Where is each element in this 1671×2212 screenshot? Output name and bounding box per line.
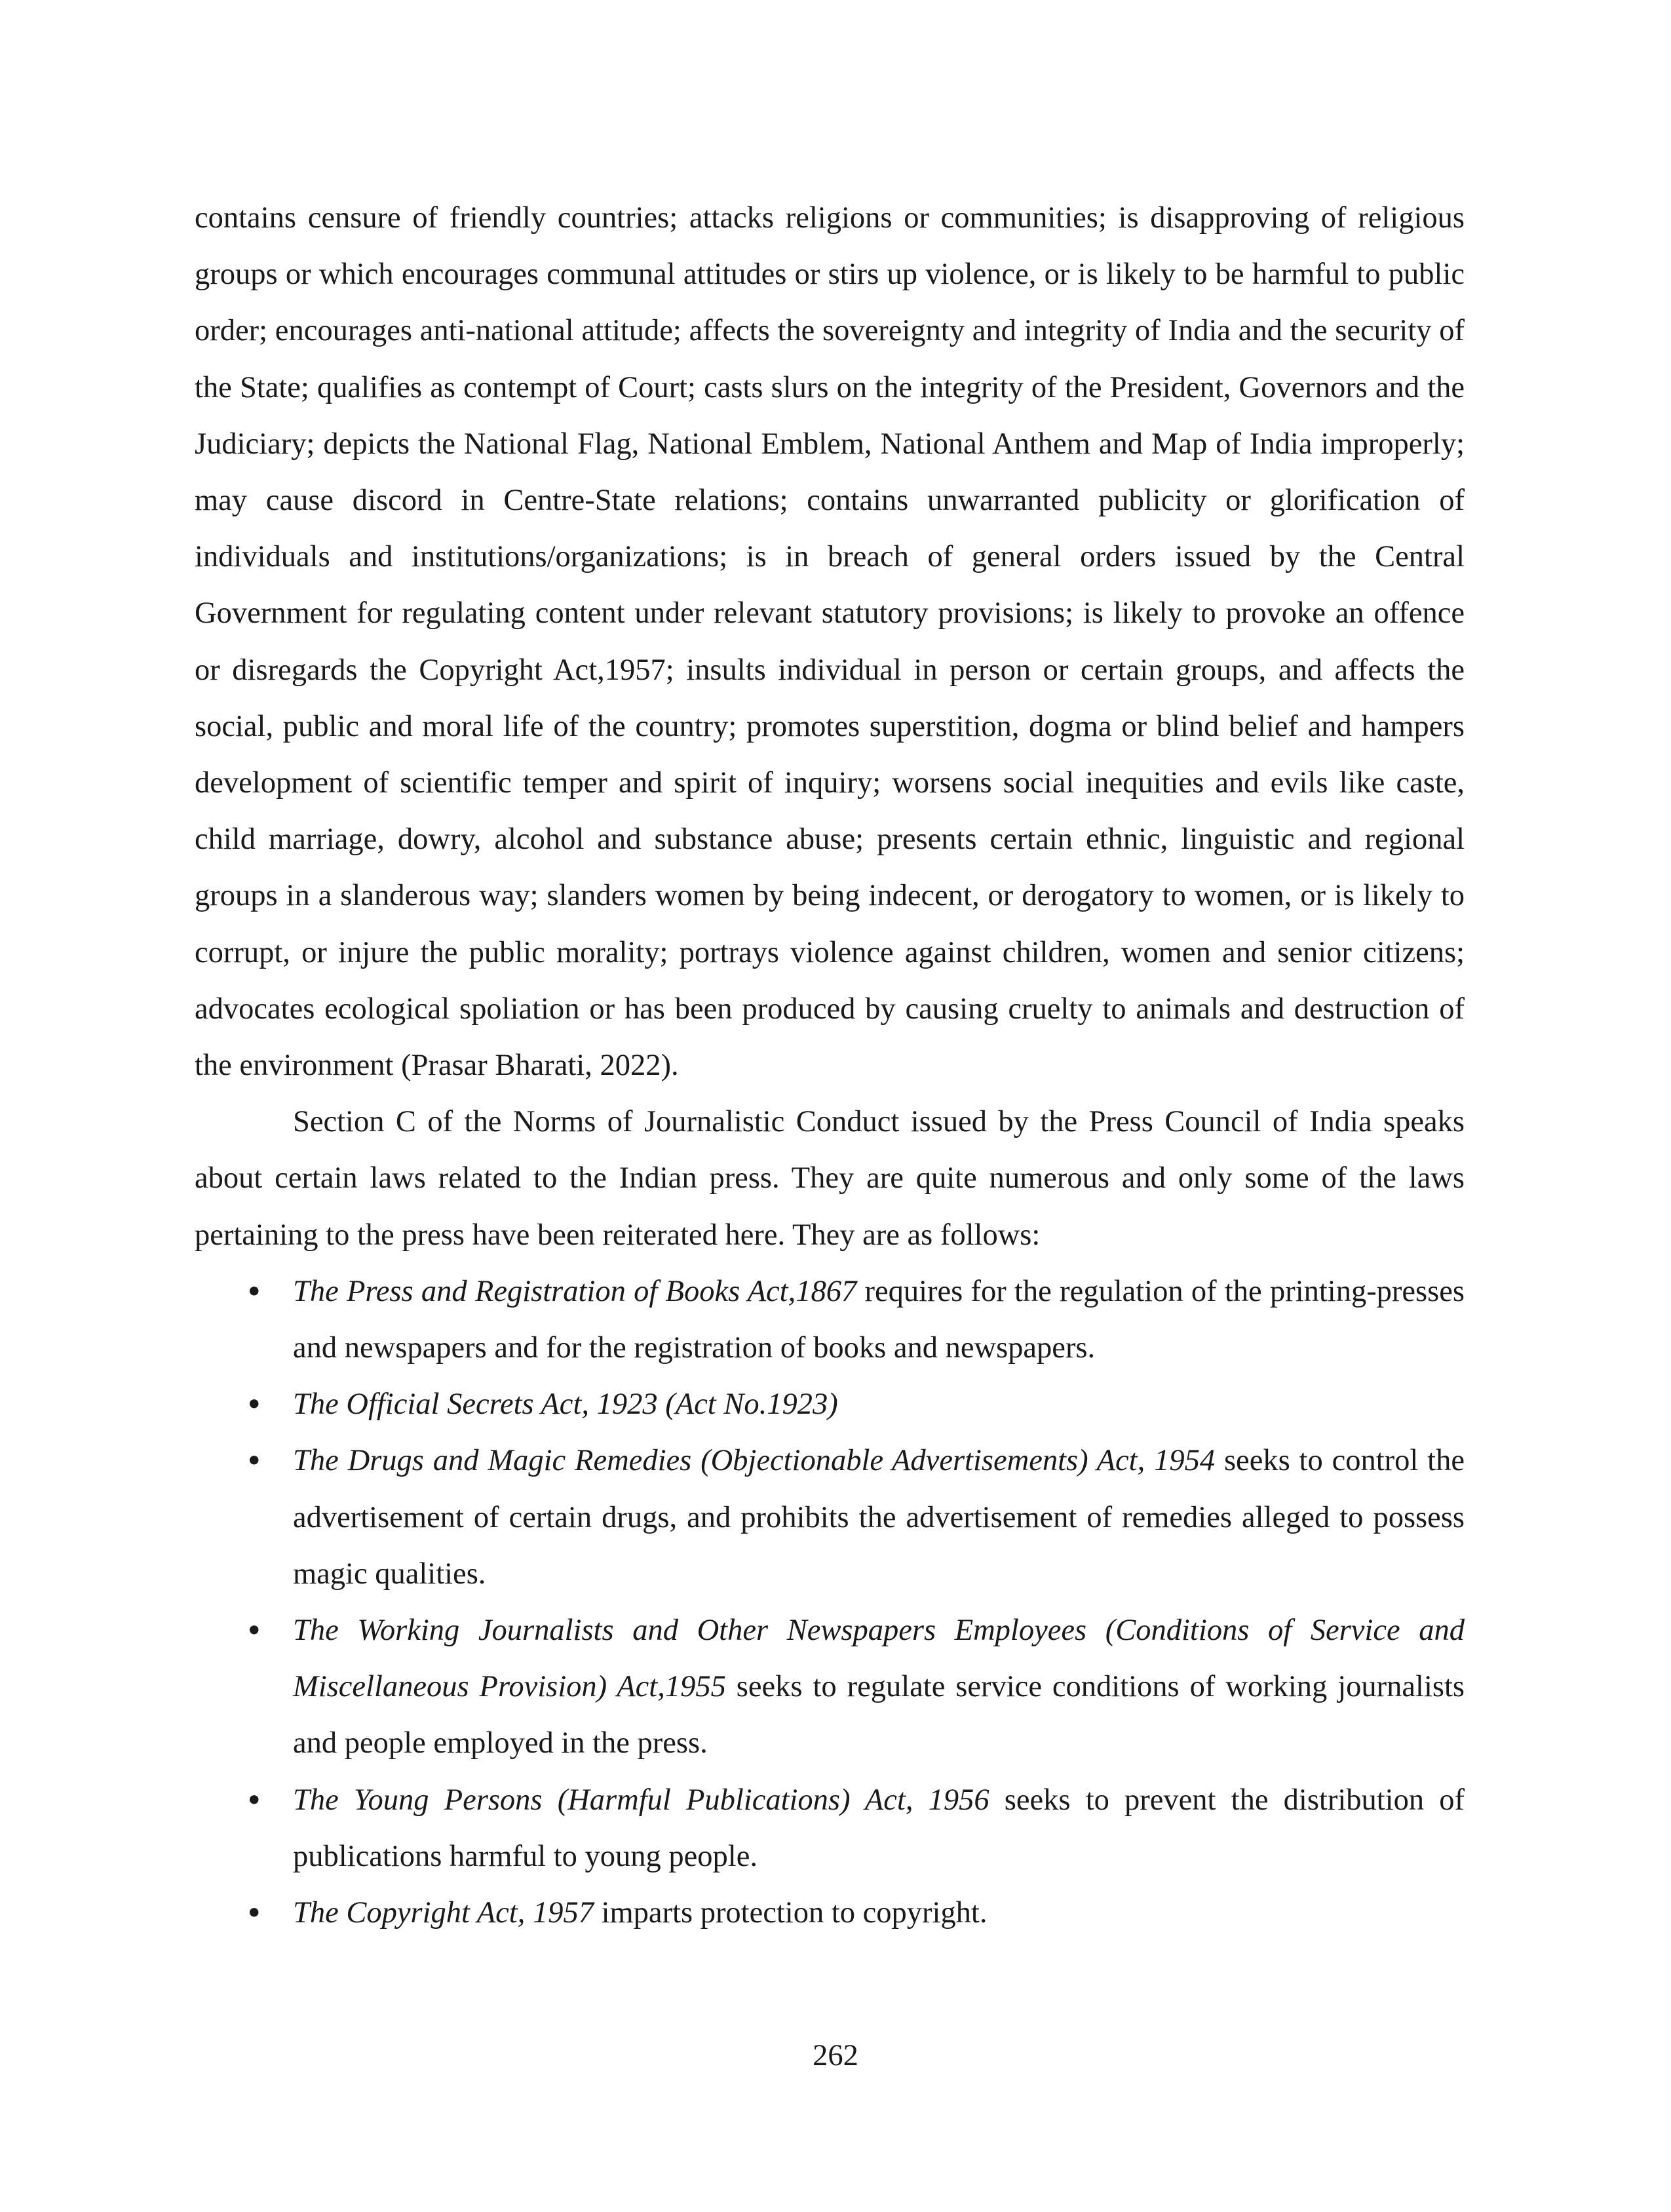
list-item: [195, 1772, 1465, 1885]
list-item: [195, 1264, 1465, 1376]
bullet-icon: •: [245, 1782, 263, 1818]
act-description: imparts protection to copyright.: [593, 1896, 988, 1930]
act-description: seeks to control the advertisement of certain drugs, and prohibits the advertisement of remedies alleged to possess magic qualities.: [293, 1444, 1465, 1591]
paragraph-content-restrictions: contains censure of friendly countries; attacks religions or communities; is disapproving of religious groups or which encourages communal attitudes or stirs up violence, or is likely to be harmful to public order; encourages anti-national attitude; affects the sovereignty and integrity of India and the security of the State; qualifies as contempt of Court; casts slurs on the integrity of the President, Governors and the Judiciary; depicts the National Flag, National Emblem, National Anthem and Map of India improperly; may cause discord in Centre-State relations; contains unwarranted publicity or glorification of individuals and institutions/organizations; is in breach of general orders issued by the Central Government for regulating content under relevant statutory provisions; is likely to provoke an offence or disregards the Copyright Act,1957; insults individual in person or certain groups, and affects the social, public and moral life of the country; promotes superstition, dogma or blind belief and hampers development of scientific temper and spirit of inquiry; worsens social inequities and evils like caste, child marriage, dowry, alcohol and substance abuse; presents certain ethnic, linguistic and regional groups in a slanderous way; slanders women by being indecent, or derogatory to women, or is likely to corrupt, or injure the public morality; portrays violence against children, women and senior citizens; advocates ecological spoliation or has been produced by causing cruelty to animals and destruction of the environment (Prasar Bharati, 2022).: [195, 201, 1465, 1083]
page-number: 262: [813, 2039, 858, 2072]
bullet-icon: •: [245, 1273, 263, 1310]
list-item-text: [293, 1772, 1465, 1885]
act-title: The Official Secrets Act, 1923 (Act No.1923): [293, 1387, 838, 1422]
document-page: [195, 190, 1465, 1941]
act-title: The Working Journalists and Other Newspapers Employees (Conditions of Service and Miscellaneous Provision) Act,1955: [293, 1614, 1465, 1704]
list-item-text: [293, 1376, 1465, 1433]
act-description: seeks to regulate service conditions of working journalists and people employed in the press.: [293, 1670, 1465, 1760]
act-title: The Drugs and Magic Remedies (Objectionable Advertisements) Act, 1954: [293, 1444, 1216, 1478]
list-item-text: [293, 1264, 1465, 1376]
act-description: seeks to prevent the distribution of publications harmful to young people.: [293, 1783, 1465, 1873]
bullet-icon: •: [245, 1443, 263, 1479]
bullet-icon: •: [245, 1613, 263, 1649]
list-item-text: [293, 1885, 1465, 1941]
paragraph-press-laws-intro: Section C of the Norms of Journalistic Conduct issued by the Press Council of India speaks about certain laws related to the Indian press. They are quite numerous and only some of the laws pertaining to the press have been reiterated here. They are as follows:: [195, 1105, 1465, 1252]
list-item: [195, 1885, 1465, 1941]
press-laws-list: [195, 1264, 1465, 1941]
act-title: The Young Persons (Harmful Publications) Act, 1956: [293, 1783, 989, 1817]
list-item: [195, 1433, 1465, 1602]
act-title: The Press and Registration of Books Act,1867: [293, 1274, 857, 1308]
bullet-icon: •: [245, 1895, 263, 1931]
list-item: [195, 1376, 1465, 1433]
act-title: The Copyright Act, 1957: [293, 1896, 594, 1930]
list-item-text: [293, 1602, 1465, 1772]
act-description: requires for the regulation of the printing-presses and newspapers and for the registration of books and newspapers.: [293, 1274, 1465, 1365]
list-item-text: [293, 1433, 1465, 1602]
bullet-icon: •: [245, 1387, 263, 1423]
list-item: [195, 1602, 1465, 1772]
